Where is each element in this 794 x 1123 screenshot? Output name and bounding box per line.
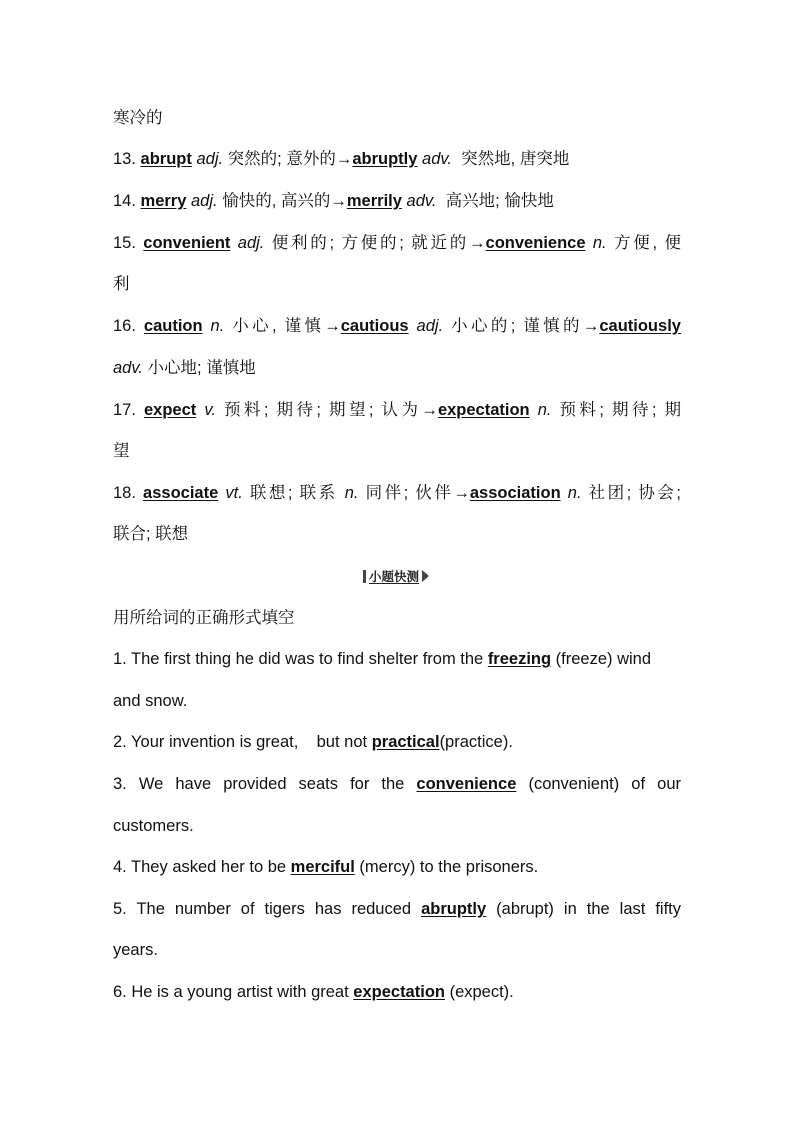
vocab-item-16: 16. caution n. 小心, 谨慎→cautious adj. 小心的; 谨慎的→cautiously — [113, 317, 681, 335]
exercise-1-cont: and snow. — [113, 692, 188, 710]
vocab-item-18-cont: 联合; 联想 — [113, 525, 189, 543]
answer-word: convenience — [416, 775, 517, 793]
exercise-5: 5. The number of tigers has reduced abruptly (abrupt) in the last fifty — [113, 900, 681, 918]
vocab-item-13: 13. abrupt adj. 突然的; 意外的→abruptly adv. 突然地, 唐突地 — [113, 150, 570, 168]
section-instruction: 用所给词的正确形式填空 — [113, 609, 295, 627]
section-banner — [357, 567, 435, 585]
vocab-word: expect — [143, 401, 197, 419]
vocab-item-17: 17. expect v. 预料; 期待; 期望; 认为→expectation n. 预料; 期待; 期 — [113, 401, 682, 419]
vocab-line-continuation: 寒冷的 — [113, 109, 163, 127]
vocab-derived-word: merrily — [346, 192, 402, 210]
vocab-word: convenient — [143, 234, 231, 252]
answer-word: merciful — [290, 858, 355, 876]
vocab-item-15: 15. convenient adj. 便利的; 方便的; 就近的→convenience n. 方便, 便 — [113, 234, 681, 252]
vocab-item-15-cont: 利 — [113, 275, 130, 293]
section-banner-title: 小题快测 — [368, 570, 419, 584]
vocab-item-18: 18. associate vt. 联想; 联系 n. 同伴; 伙伴→association n. 社团; 协会; — [113, 484, 681, 502]
banner-bar-icon — [363, 570, 366, 583]
exercise-5-cont: years. — [113, 941, 158, 959]
vocab-item-17-cont: 望 — [113, 442, 130, 460]
vocab-word: caution — [143, 317, 203, 335]
vocab-word: merry — [140, 192, 187, 210]
exercise-3: 3. We have provided seats for the convenience (convenient) of our — [113, 775, 681, 793]
vocab-derived-word: cautiously — [599, 317, 681, 335]
answer-word: expectation — [353, 983, 445, 1001]
vocab-derived-word: abruptly — [352, 150, 418, 168]
play-arrow-icon — [422, 570, 429, 582]
vocab-derived-word: convenience — [485, 234, 586, 252]
vocab-word: associate — [143, 484, 219, 502]
answer-word: abruptly — [421, 900, 487, 918]
vocab-derived-word: expectation — [437, 401, 530, 419]
vocab-derived-word: cautious — [340, 317, 409, 335]
answer-word: freezing — [487, 650, 552, 668]
exercise-4: 4. They asked her to be merciful (mercy) to the prisoners. — [113, 858, 539, 876]
exercise-1: 1. The first thing he did was to find shelter from the freezing (freeze) wind — [113, 650, 652, 668]
answer-word: practical — [371, 733, 440, 751]
vocab-word: abrupt — [140, 150, 192, 168]
vocab-derived-word: association — [469, 484, 561, 502]
exercise-6: 6. He is a young artist with great expectation (expect). — [113, 983, 514, 1001]
vocab-item-14: 14. merry adj. 愉快的, 高兴的→merrily adv. 高兴地; 愉快地 — [113, 192, 554, 210]
exercise-2: 2. Your invention is great, but not practical(practice). — [113, 733, 513, 751]
vocab-item-16-cont: adv. 小心地; 谨慎地 — [113, 359, 256, 377]
exercise-3-cont: customers. — [113, 817, 194, 835]
